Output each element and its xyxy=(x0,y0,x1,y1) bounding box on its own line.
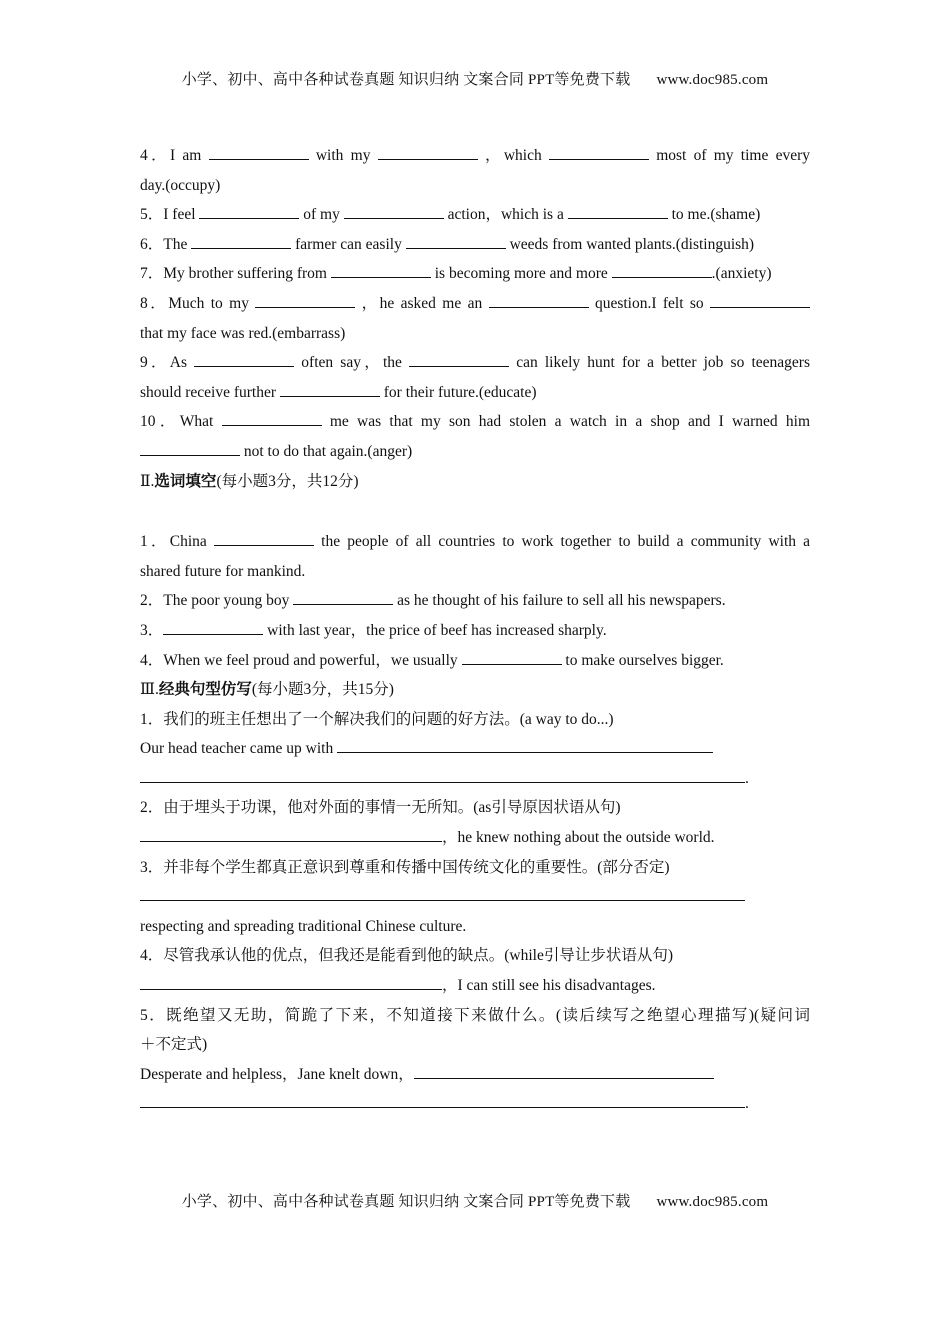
answer-line[interactable] xyxy=(140,886,745,901)
section-3-question-3-prompt: 3．并非每个学生都真正意识到尊重和传播中国传统文化的重要性。(部分否定) xyxy=(140,858,670,876)
question-4-cont: day.(occupy) xyxy=(140,176,221,194)
answer-blank[interactable] xyxy=(194,352,294,367)
question-8-cont: that my face was red.(embarrass) xyxy=(140,324,346,342)
answer-blank[interactable] xyxy=(140,441,240,456)
answer-blank[interactable] xyxy=(710,293,810,308)
section-3-question-5-prompt: 5．既绝望又无助，简跪了下来，不知道接下来做什么。(读后续写之绝望心理描写)(疑问词 xyxy=(140,1006,810,1024)
answer-blank[interactable] xyxy=(293,590,393,605)
answer-line[interactable] xyxy=(140,827,442,842)
answer-line[interactable] xyxy=(337,738,713,753)
section-3-question-5-prompt-cont: ＋不定式) xyxy=(140,1036,208,1054)
question-5: 5．I feel of my action，which is a to me.(shame) xyxy=(140,206,761,224)
answer-blank[interactable] xyxy=(331,263,431,278)
section-2-question-1: 1．China the people of all countries to work together to build a community with a xyxy=(140,533,811,551)
page-header xyxy=(0,68,950,89)
section-3-question-5: Desperate and helpless，Jane knelt down， xyxy=(140,1060,810,1090)
answer-blank[interactable] xyxy=(222,411,322,426)
section-3-question-2-prompt: 2．由于埋头于功课，他对外面的事情一无所知。(as引导原因状语从句) xyxy=(140,799,621,817)
header-text: 小学、初中、高中各种试卷真题 知识归纳 文案合同 PPT等免费下载 xyxy=(181,72,631,88)
question-6: 6．The farmer can easily weeds from wanted plants.(distinguish) xyxy=(140,235,755,253)
section-3-question-1-cont: . xyxy=(140,764,810,794)
section-3-question-4: ，I can still see his disadvantages. xyxy=(140,971,810,1001)
answer-blank[interactable] xyxy=(280,382,380,397)
question-4: 4．I am with my ，which most of my time every xyxy=(140,147,811,164)
question-9-cont: should receive further for their future.(educate) xyxy=(140,383,537,401)
section-3-question-1-prompt: 1．我们的班主任想出了一个解决我们的问题的好方法。(a way to do...) xyxy=(140,710,614,728)
question-10: 10．What me was that my son had stolen a watch in a shop and I warned him xyxy=(140,413,811,431)
section-2-heading: Ⅱ.选词填空(每小题3分，共12分) xyxy=(140,472,359,490)
answer-line[interactable] xyxy=(140,1093,745,1108)
answer-blank[interactable] xyxy=(344,204,444,219)
answer-blank[interactable] xyxy=(568,204,668,219)
answer-blank[interactable] xyxy=(378,145,478,160)
answer-blank[interactable] xyxy=(209,145,309,160)
answer-blank[interactable] xyxy=(214,531,314,546)
question-9: 9．As often say，the can likely hunt for a better job so teenagers xyxy=(140,354,810,372)
answer-blank[interactable] xyxy=(163,620,263,635)
section-3-question-1: Our head teacher came up with xyxy=(140,734,810,764)
answer-blank[interactable] xyxy=(549,145,649,160)
footer-text: 小学、初中、高中各种试卷真题 知识归纳 文案合同 PPT等免费下载 xyxy=(181,1194,631,1210)
section-2-question-3: 3． with last year，the price of beef has increased sharply. xyxy=(140,621,607,639)
section-3-question-3-blank xyxy=(140,882,810,912)
section-3-heading: Ⅲ.经典句型仿写(每小题3分，共15分) xyxy=(140,681,394,699)
answer-blank[interactable] xyxy=(489,293,589,308)
page-footer xyxy=(0,1190,950,1211)
answer-line[interactable] xyxy=(140,768,745,783)
question-10-cont: not to do that again.(anger) xyxy=(140,437,810,467)
section-3-question-2: ，he knew nothing about the outside world. xyxy=(140,823,810,853)
answer-line[interactable] xyxy=(140,975,442,990)
section-2-question-2: 2．The poor young boy as he thought of his failure to sell all his newspapers. xyxy=(140,592,726,610)
answer-blank[interactable] xyxy=(409,352,509,367)
answer-blank[interactable] xyxy=(462,650,562,665)
answer-blank[interactable] xyxy=(255,293,355,308)
answer-blank[interactable] xyxy=(191,234,291,249)
section-3-question-5-cont: . xyxy=(140,1089,810,1119)
answer-blank[interactable] xyxy=(406,234,506,249)
section-3-question-3-cont: respecting and spreading traditional Chinese culture. xyxy=(140,917,467,935)
section-2-question-4: 4．When we feel proud and powerful，we usually to make ourselves bigger. xyxy=(140,651,724,669)
section-3-question-4-prompt: 4．尽管我承认他的优点，但我还是能看到他的缺点。(while引导让步状语从句) xyxy=(140,947,674,965)
answer-line[interactable] xyxy=(414,1064,714,1079)
footer-site: www.doc985.com xyxy=(656,1194,769,1210)
answer-blank[interactable] xyxy=(612,263,712,278)
header-site: www.doc985.com xyxy=(656,72,769,88)
answer-blank[interactable] xyxy=(199,204,299,219)
question-8: 8．Much to my ，he asked me an question.I felt so xyxy=(140,289,810,319)
worksheet-content xyxy=(140,141,810,1119)
section-2-question-1-cont: shared future for mankind. xyxy=(140,562,306,580)
question-7: 7．My brother suffering from is becoming more and more .(anxiety) xyxy=(140,265,772,283)
